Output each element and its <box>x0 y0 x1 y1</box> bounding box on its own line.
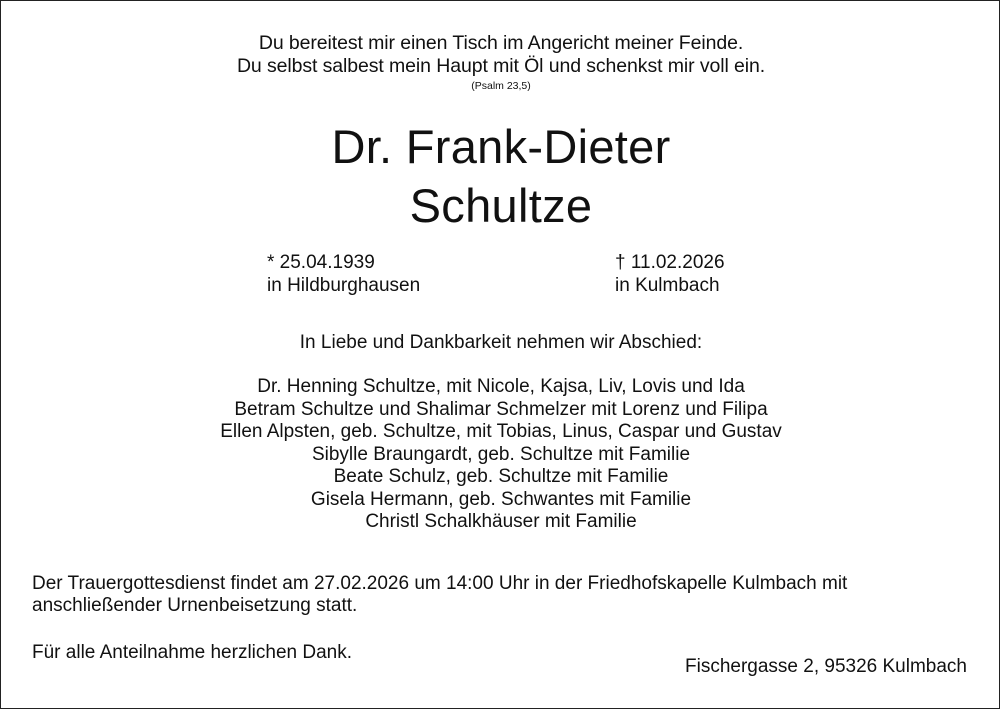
verse-reference: (Psalm 23,5) <box>471 80 531 92</box>
verse-line-2: Du selbst salbest mein Haupt mit Öl und schenkst mir voll ein. <box>236 55 766 77</box>
service-info-line-1: Der Trauergottesdienst findet am 27.02.2026 um 14:00 Uhr in der Friedhofskapelle Kulmbach mit <box>32 573 848 594</box>
mourner-line: Sibylle Braungardt, geb. Schultze mit Familie <box>311 444 691 465</box>
death-date: † 11.02.2026 <box>615 252 725 273</box>
thanks-line: Für alle Anteilnahme herzlichen Dank. <box>32 642 353 663</box>
birth-date: * 25.04.1939 <box>267 252 375 273</box>
deceased-name-line-1: Dr. Frank-Dieter <box>331 120 671 173</box>
death-place: in Kulmbach <box>615 275 720 296</box>
service-info-line-2: anschließender Urnenbeisetzung statt. <box>32 595 358 616</box>
mourner-line: Ellen Alpsten, geb. Schultze, mit Tobias, Linus, Caspar und Gustav <box>220 421 782 442</box>
family-address: Fischergasse 2, 95326 Kulmbach <box>685 656 967 677</box>
deceased-name-line-2: Schultze <box>409 179 593 232</box>
mourner-line: Dr. Henning Schultze, mit Nicole, Kajsa, Liv, Lovis und Ida <box>257 376 745 397</box>
mourner-line: Gisela Hermann, geb. Schwantes mit Familie <box>310 489 692 510</box>
mourner-line: Betram Schultze und Shalimar Schmelzer mit Lorenz und Filipa <box>234 399 768 420</box>
mourner-line: Christl Schalkhäuser mit Familie <box>365 511 637 532</box>
mourner-line: Beate Schulz, geb. Schultze mit Familie <box>333 466 669 487</box>
verse-line-1: Du bereitest mir einen Tisch im Angericht meiner Feinde. <box>258 32 744 54</box>
farewell-line: In Liebe und Dankbarkeit nehmen wir Abschied: <box>299 332 703 353</box>
birth-place: in Hildburghausen <box>267 275 421 296</box>
